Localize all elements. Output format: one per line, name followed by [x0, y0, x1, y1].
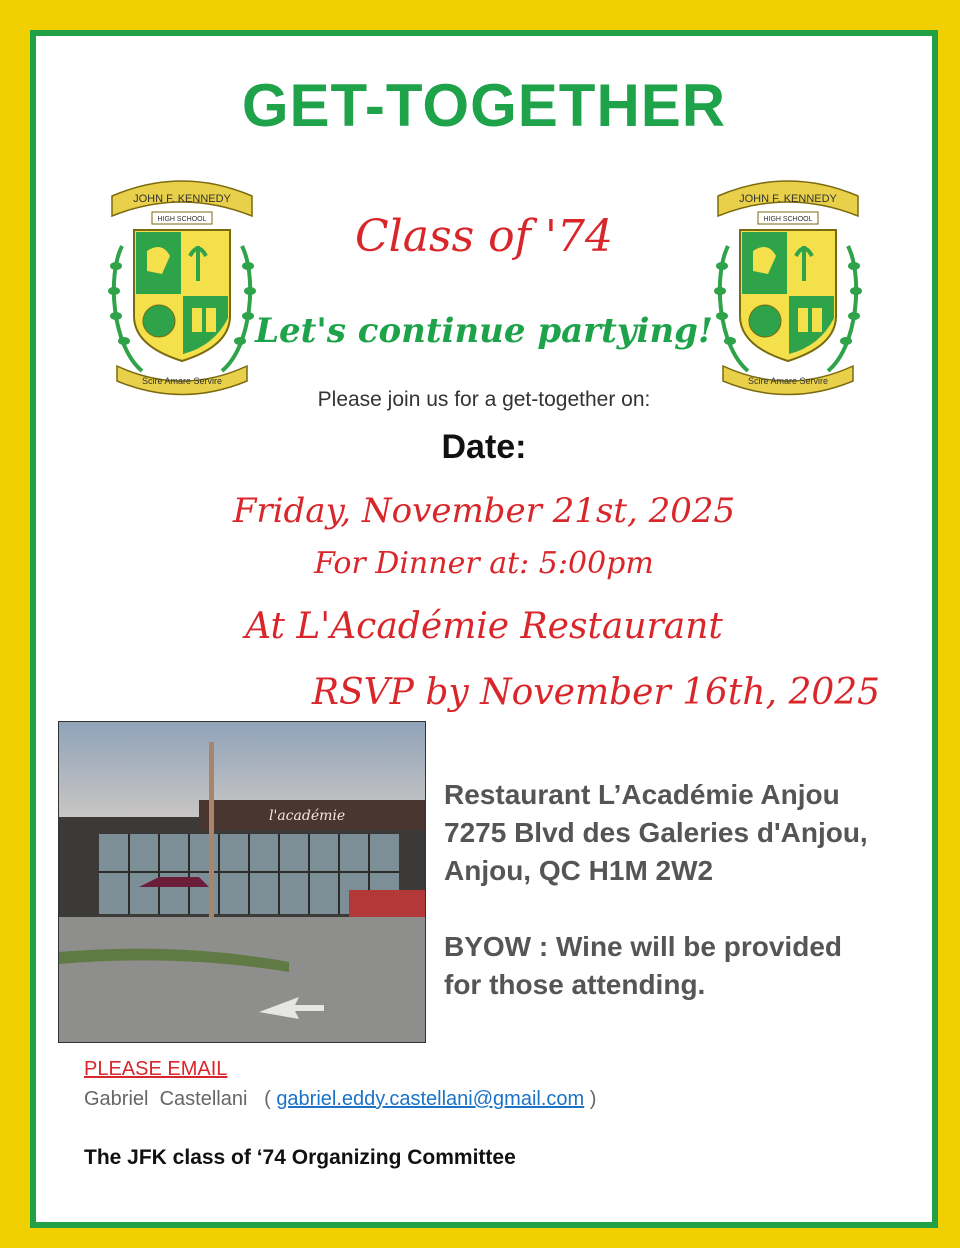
byow-line-2: for those attending.	[444, 969, 706, 1000]
contact-email-link[interactable]: gabriel.eddy.castellani@gmail.com	[276, 1088, 585, 1110]
restaurant-photo	[58, 721, 426, 1043]
contact-line	[84, 1088, 596, 1111]
svg-text:l'académie: l'académie	[269, 808, 346, 824]
rsvp-deadline: RSVP by November 16th, 2025	[311, 672, 881, 713]
please-email-heading: PLEASE EMAIL	[84, 1058, 228, 1080]
svg-text:Scire Amare Servire: Scire Amare Servire	[141, 376, 223, 386]
svg-text:HIGH SCHOOL: HIGH SCHOOL	[763, 216, 813, 223]
invite-line: Please join us for a get-together on:	[317, 388, 651, 411]
page-title: GET-TOGETHER	[241, 72, 727, 139]
address-line-1: Restaurant L’Académie Anjou	[444, 779, 840, 810]
tagline: Let's continue partying!	[255, 311, 713, 351]
event-date: Friday, November 21st, 2025	[232, 491, 736, 531]
flyer-frame	[30, 30, 938, 1228]
date-label: Date:	[441, 428, 527, 466]
dinner-time: For Dinner at: 5:00pm	[314, 546, 654, 581]
contact-close-paren: )	[584, 1088, 597, 1110]
svg-text:JOHN F. KENNEDY: JOHN F. KENNEDY	[739, 193, 837, 205]
svg-text:JOHN F. KENNEDY: JOHN F. KENNEDY	[133, 193, 231, 205]
venue-name: At L'Académie Restaurant	[245, 606, 723, 647]
svg-text:Scire Amare Servire: Scire Amare Servire	[747, 376, 829, 386]
address-line-2: 7275 Blvd des Galeries d'Anjou,	[444, 817, 868, 848]
contact-name: Gabriel Castellani	[84, 1088, 248, 1110]
svg-text:HIGH SCHOOL: HIGH SCHOOL	[157, 216, 207, 223]
address-line-3: Anjou, QC H1M 2W2	[444, 855, 714, 886]
school-crest-left	[102, 156, 262, 396]
byow-line-1: BYOW : Wine will be provided	[444, 931, 842, 962]
restaurant-address	[444, 776, 934, 1004]
organizing-committee: The JFK class of ‘74 Organizing Committee	[84, 1146, 516, 1169]
contact-open-paren: (	[247, 1088, 277, 1110]
school-crest-right	[708, 156, 868, 396]
class-of-heading: Class of '74	[355, 211, 613, 262]
